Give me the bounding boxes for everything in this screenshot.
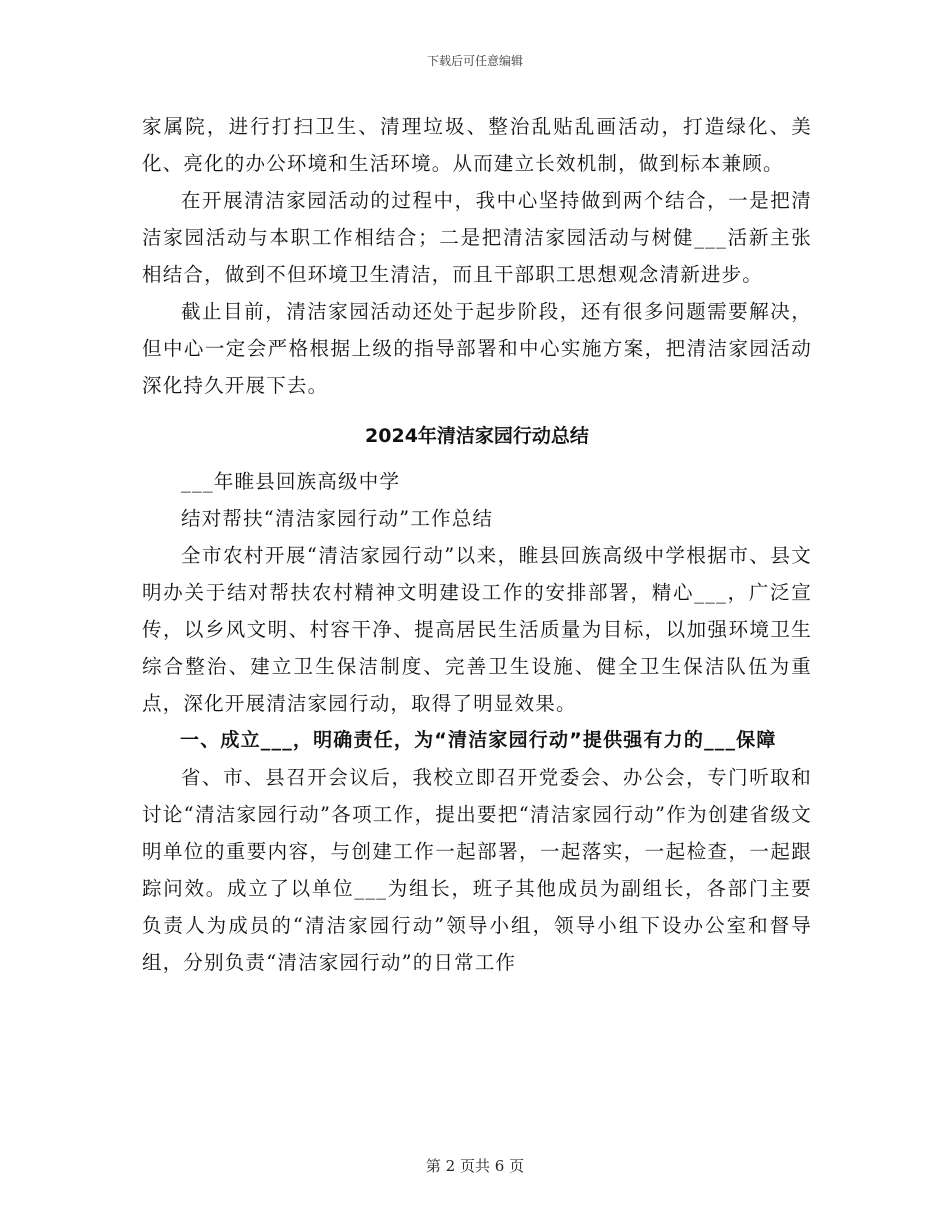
paragraph-current-status: 截止目前，清洁家园活动还处于起步阶段，还有很多问题需要解决，但中心一定会严格根据上级的指导部署和中心实施方案，把清洁家园活动深化持久开展下去。 <box>142 300 812 397</box>
page-number: 第 2 页共 6 页 <box>425 1157 525 1175</box>
section-title: 2024年清洁家园行动总结 <box>365 425 589 447</box>
paragraph-two-combinations: 在开展清洁家园活动的过程中，我中心坚持做到两个结合，一是把清洁家园活动与本职工作相结合；二是把清洁家园活动与树健___活新主张相结合，做到不但环境卫生清洁，而且干部职工思想观念清新进步。 <box>142 189 812 286</box>
document-body <box>142 108 812 981</box>
heading-section-one: 一、成立___，明确责任，为“清洁家园行动”提供强有力的___保障 <box>180 729 777 751</box>
paragraph-continuation: 家属院，进行打扫卫生、清理垃圾、整治乱贴乱画活动，打造绿化、美化、亮化的办公环境和生活环境。从而建立长效机制，做到标本兼顾。 <box>142 115 812 175</box>
paragraph-leadership-group: 省、市、县召开会议后，我校立即召开党委会、办公会，专门听取和讨论“清洁家园行动”各项工作，提出要把“清洁家园行动”作为创建省级文明单位的重要内容，与创建工作一起部署，一起落实，一起检查，一起跟踪问效。成立了以单位___为组长，班子其他成员为副组长，各部门主要负责人为成员的“清洁家园行动”领导小组，领导小组下设办公室和督导组，分别负责“清洁家园行动”的日常工作 <box>142 766 812 974</box>
paragraph-introduction: 全市农村开展“清洁家园行动”以来，睢县回族高级中学根据市、县文明办关于结对帮扶农村精神文明建设工作的安排部署，精心___，广泛宣传，以乡风文明、村容干净、提高居民生活质量为目标，以加强环境卫生综合整治、建立卫生保洁制度、完善卫生设施、健全卫生保洁队伍为重点，深化开展清洁家园行动，取得了明显效果。 <box>142 544 812 715</box>
page-header: 下载后可任意编辑 <box>426 54 523 68</box>
summary-subtitle-line: 结对帮扶“清洁家园行动”工作总结 <box>181 507 494 530</box>
school-name-line: ___年睢县回族高级中学 <box>181 470 401 493</box>
